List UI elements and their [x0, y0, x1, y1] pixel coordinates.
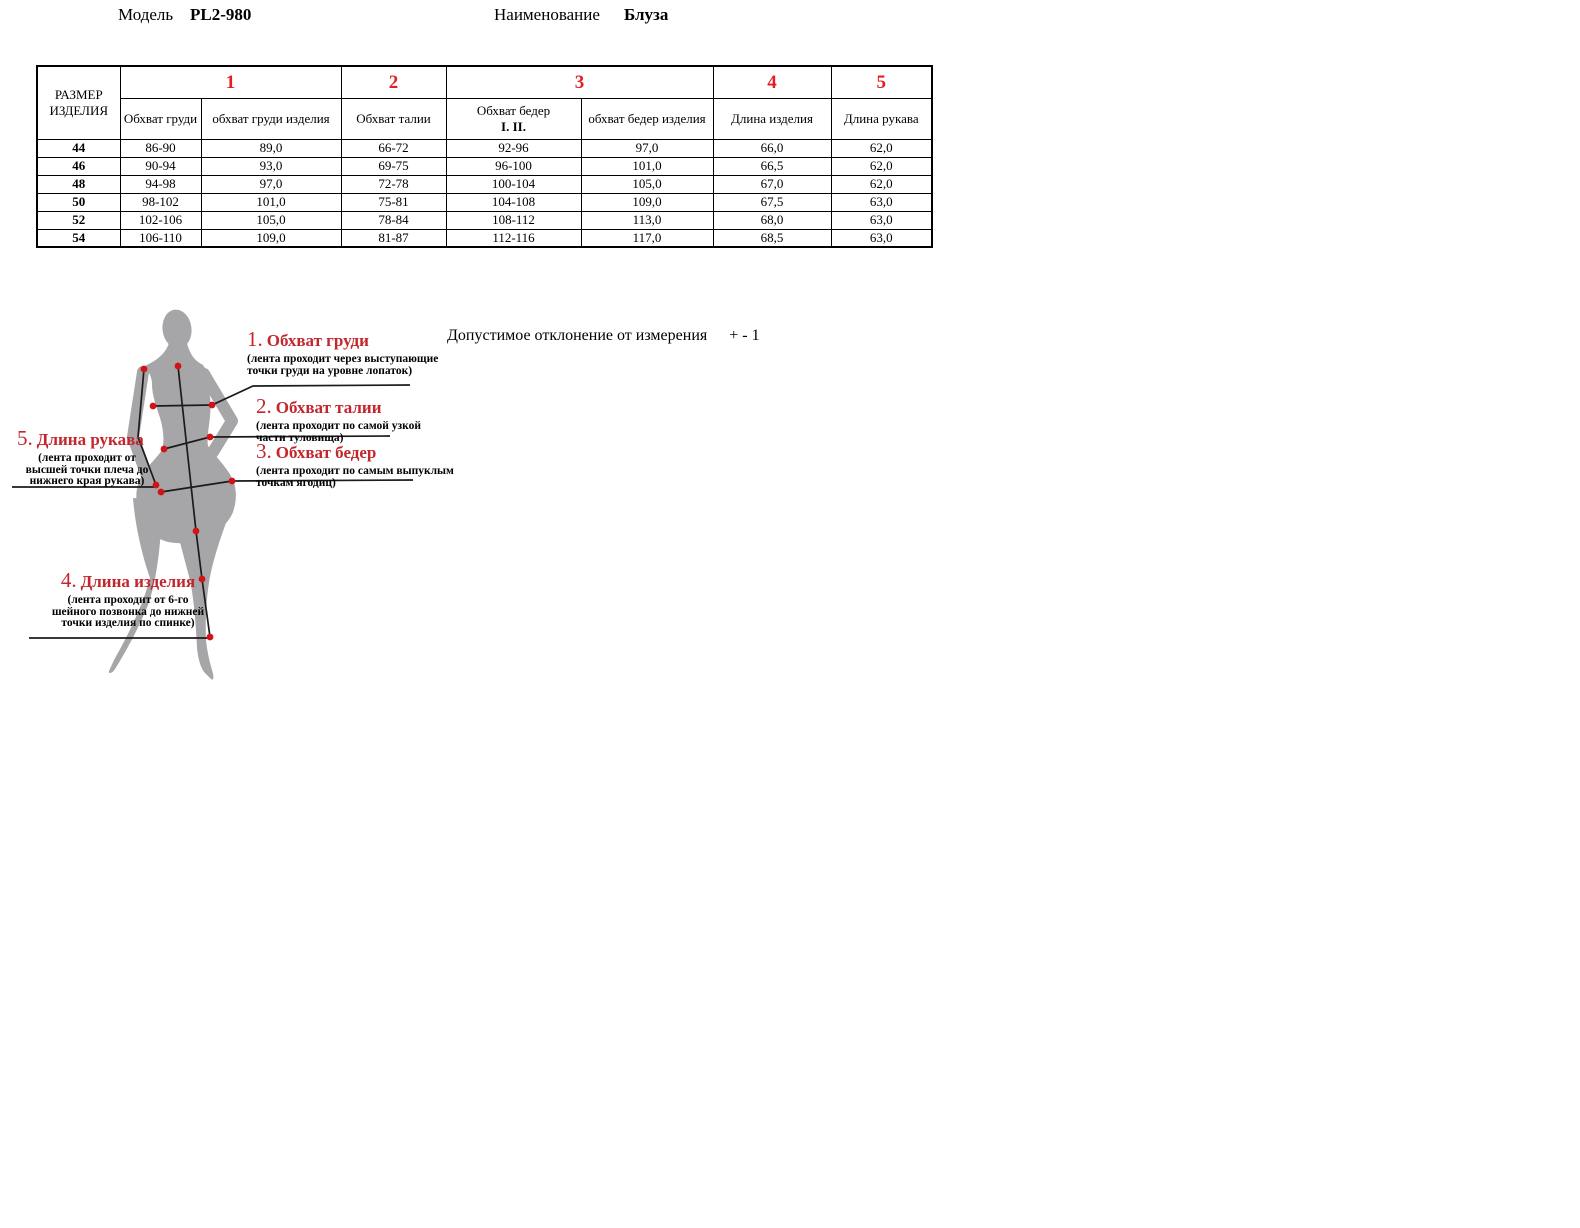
annotation-desc-line: шейного позвонка до нижней — [51, 605, 205, 618]
annotation-item-length — [38, 568, 218, 630]
value-cell: 101,0 — [201, 193, 341, 211]
group-header-2: 2 — [341, 66, 446, 98]
table-row — [37, 139, 932, 157]
tolerance-value: + - 1 — [729, 327, 760, 344]
value-cell: 98-102 — [120, 193, 201, 211]
value-cell: 72-78 — [341, 175, 446, 193]
annotation-number: 2. — [256, 394, 272, 418]
col-header-sleeve: Длина рукава — [831, 98, 932, 139]
value-cell: 63,0 — [831, 229, 932, 247]
tolerance-label: Допустимое отклонение от измерения — [447, 327, 708, 344]
annotation-title: Обхват груди — [266, 331, 369, 350]
annotation-desc-line: (лента проходит от 6-го — [67, 594, 189, 606]
hem-point — [207, 634, 214, 641]
value-cell: 97,0 — [201, 175, 341, 193]
size-cell: 50 — [37, 193, 120, 211]
col-header-hips: Обхват бедер I. II. — [446, 98, 581, 139]
chest-right-point — [209, 402, 216, 409]
value-cell: 93,0 — [201, 157, 341, 175]
value-cell: 66,5 — [713, 157, 831, 175]
table-row — [37, 229, 932, 247]
table-row — [37, 211, 932, 229]
value-cell: 62,0 — [831, 139, 932, 157]
value-cell: 94-98 — [120, 175, 201, 193]
annotation-desc-line: высшей точки плеча до — [25, 463, 149, 476]
thigh-point — [193, 528, 200, 535]
annotation-sleeve-length — [12, 426, 162, 488]
value-cell: 105,0 — [581, 175, 713, 193]
value-cell: 92-96 — [446, 139, 581, 157]
value-cell: 97,0 — [581, 139, 713, 157]
col-header-chest: Обхват груди — [120, 98, 201, 139]
annotation-chest — [247, 327, 438, 377]
annotation-desc-line: точки изделия по спинке) — [61, 617, 195, 629]
table-subheader-row — [37, 98, 932, 139]
size-table-container — [36, 65, 933, 248]
size-cell: 52 — [37, 211, 120, 229]
col-header-chest-item: обхват груди изделия — [201, 98, 341, 139]
table-row — [37, 157, 932, 175]
value-cell: 112-116 — [446, 229, 581, 247]
value-cell: 68,5 — [713, 229, 831, 247]
corner-header: РАЗМЕР ИЗДЕЛИЯ — [37, 66, 120, 139]
value-cell: 62,0 — [831, 175, 932, 193]
size-cell: 46 — [37, 157, 120, 175]
value-cell: 67,5 — [713, 193, 831, 211]
annotation-number: 3. — [256, 439, 272, 463]
table-group-header-row — [37, 66, 932, 98]
value-cell: 63,0 — [831, 193, 932, 211]
value-cell: 109,0 — [201, 229, 341, 247]
annotation-number: 5. — [17, 426, 33, 450]
value-cell: 63,0 — [831, 211, 932, 229]
shoulder-point — [141, 366, 148, 373]
group-header-3: 3 — [446, 66, 713, 98]
annotation-desc-line: (лента проходит через выступающие — [247, 353, 439, 365]
annotation-desc-line: нижнего края рукава) — [29, 475, 145, 487]
annotation-desc-line: (лента проходит от — [38, 452, 136, 464]
value-cell: 66,0 — [713, 139, 831, 157]
value-cell: 100-104 — [446, 175, 581, 193]
size-cell: 44 — [37, 139, 120, 157]
col-header-hips-item: обхват бедер изделия — [581, 98, 713, 139]
model-value: PL2-980 — [190, 5, 252, 24]
group-header-5: 5 — [831, 66, 932, 98]
value-cell: 68,0 — [713, 211, 831, 229]
size-cell: 48 — [37, 175, 120, 193]
value-cell: 89,0 — [201, 139, 341, 157]
annotation-number: 4. — [60, 568, 77, 592]
annotation-desc-line: (лента проходит по самой узкой — [256, 420, 422, 432]
value-cell: 69-75 — [341, 157, 446, 175]
value-cell: 104-108 — [446, 193, 581, 211]
annotation-waist — [256, 394, 421, 444]
annotation-hips — [256, 439, 454, 489]
value-cell: 75-81 — [341, 193, 446, 211]
chest-left-point — [150, 403, 157, 410]
value-cell: 86-90 — [120, 139, 201, 157]
value-cell: 90-94 — [120, 157, 201, 175]
size-table — [36, 65, 933, 248]
value-cell: 102-106 — [120, 211, 201, 229]
group-header-1: 1 — [120, 66, 341, 98]
hip-left-point — [158, 489, 165, 496]
tolerance-note — [447, 327, 760, 345]
value-cell: 78-84 — [341, 211, 446, 229]
size-cell: 54 — [37, 229, 120, 247]
value-cell: 67,0 — [713, 175, 831, 193]
value-cell: 66-72 — [341, 139, 446, 157]
table-row — [37, 175, 932, 193]
value-cell: 109,0 — [581, 193, 713, 211]
annotation-desc-line: точки груди на уровне лопаток) — [247, 364, 413, 377]
value-cell: 81-87 — [341, 229, 446, 247]
col-header-waist: Обхват талии — [341, 98, 446, 139]
value-cell: 62,0 — [831, 157, 932, 175]
annotation-title: Длина изделия — [80, 572, 196, 591]
group-header-4: 4 — [713, 66, 831, 98]
item-name-label: Наименование — [494, 5, 600, 24]
value-cell: 108-112 — [446, 211, 581, 229]
item-name-value: Блуза — [624, 5, 669, 24]
hip-right-point — [229, 478, 236, 485]
annotation-desc-line: (лента проходит по самым выпуклым — [256, 465, 454, 477]
value-cell: 101,0 — [581, 157, 713, 175]
value-cell: 105,0 — [201, 211, 341, 229]
waist-right-point — [207, 434, 214, 441]
value-cell: 113,0 — [581, 211, 713, 229]
value-cell: 106-110 — [120, 229, 201, 247]
annotation-number: 1. — [247, 327, 263, 351]
annotation-desc-line: части туловища) — [256, 431, 344, 444]
neck-point — [175, 363, 182, 370]
model-label: Модель — [118, 5, 174, 24]
annotation-desc-line: точкам ягодиц) — [256, 476, 336, 489]
value-cell: 96-100 — [446, 157, 581, 175]
value-cell: 117,0 — [581, 229, 713, 247]
table-row — [37, 193, 932, 211]
col-header-length: Длина изделия — [713, 98, 831, 139]
annotation-title: Длина рукава — [36, 430, 144, 449]
annotation-title: Обхват бедер — [275, 443, 377, 462]
annotation-title: Обхват талии — [275, 398, 382, 417]
